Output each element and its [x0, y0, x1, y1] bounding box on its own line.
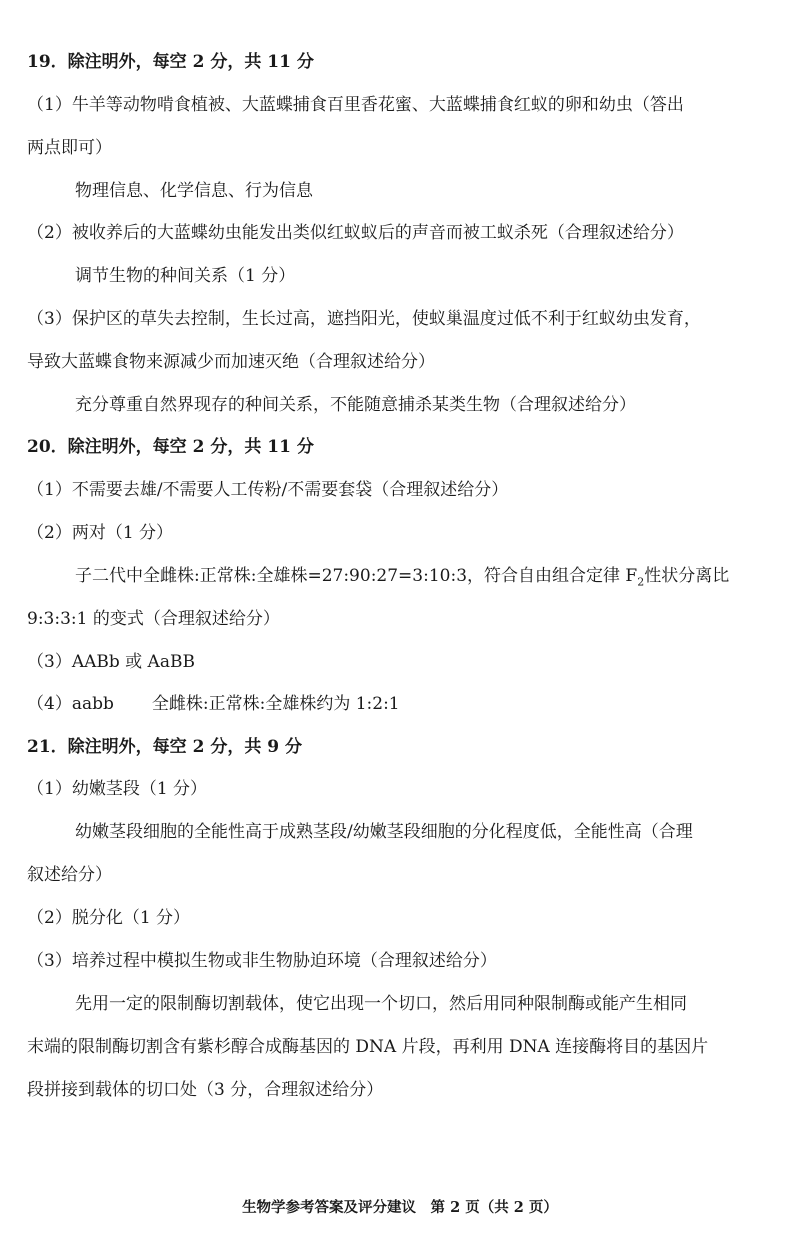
- q20-part2: （2）两对（1 分）: [27, 523, 174, 543]
- q20-f-subscript: 2: [637, 575, 645, 589]
- q20-part4: [27, 692, 400, 716]
- q21-part1-explanation-line2: 叙述给分）: [27, 865, 112, 885]
- q20-ratio-text: 子二代中全雌株:正常株:全雄株=27:90:27=3:10:3，符合自由组合定律: [75, 566, 621, 586]
- q20-part2-explanation-line2: 9:3:3:1 的变式（合理叙述给分）: [27, 609, 280, 629]
- q21-part2: （2）脱分化（1 分）: [27, 908, 191, 928]
- q20-part4-ratio: 全雌株:正常株:全雄株约为 1:2:1: [151, 694, 400, 714]
- q21-part3-explanation-line3: 段拼接到载体的切口处（3 分，合理叙述给分）: [27, 1080, 384, 1100]
- q20-heading: 20．除注明外，每空 2 分，共 11 分: [27, 437, 314, 457]
- q20-part3: （3）AABb 或 AaBB: [27, 652, 195, 672]
- q19-part2-line1: （2）被收养后的大蓝蝶幼虫能发出类似红蚁蚁后的声音而被工蚁杀死（合理叙述给分）: [27, 223, 684, 243]
- q20-f-symbol: F: [625, 566, 638, 586]
- q20-part4-genotype: （4）aabb: [27, 694, 114, 714]
- q20-part1: （1）不需要去雄/不需要人工传粉/不需要套袋（合理叙述给分）: [27, 480, 509, 500]
- q19-heading: 19．除注明外，每空 2 分，共 11 分: [27, 52, 314, 72]
- q20-ratio-suffix: 性状分离比: [644, 566, 730, 586]
- q21-part3-explanation-line1: 先用一定的限制酶切割载体，使它出现一个切口，然后用同种限制酶或能产生相同: [75, 994, 687, 1014]
- q19-part3-line1: （3）保护区的草失去控制，生长过高，遮挡阳光，使蚁巢温度过低不利于红蚁幼虫发育，: [27, 309, 701, 329]
- q19-part1-answer2: 物理信息、化学信息、行为信息: [75, 181, 313, 201]
- q19-part1-line1: （1）牛羊等动物啃食植被、大蓝蝶捕食百里香花蜜、大蓝蝶捕食红蚁的卵和幼虫（答出: [27, 95, 684, 115]
- q21-part1-explanation-line1: 幼嫩茎段细胞的全能性高于成熟茎段/幼嫩茎段细胞的分化程度低，全能性高（合理: [75, 822, 693, 842]
- q19-part3-line2: 导致大蓝蝶食物来源减少而加速灭绝（合理叙述给分）: [27, 352, 435, 372]
- page-footer: 生物学参考答案及评分建议 第 2 页（共 2 页）: [242, 1199, 558, 1216]
- q21-part1: （1）幼嫩茎段（1 分）: [27, 779, 208, 799]
- q21-heading: 21．除注明外，每空 2 分，共 9 分: [27, 737, 302, 757]
- q21-part3-explanation-line2: 末端的限制酶切割含有紫杉醇合成酶基因的 DNA 片段，再利用 DNA 连接酶将目的基因片: [27, 1037, 709, 1057]
- q19-part1-line2: 两点即可）: [27, 138, 112, 158]
- q19-part2-answer2: 调节生物的种间关系（1 分）: [75, 266, 296, 286]
- q20-part2-explanation-line1: [75, 564, 729, 594]
- q19-part3-answer2: 充分尊重自然界现存的种间关系，不能随意捕杀某类生物（合理叙述给分）: [75, 395, 636, 415]
- q21-part3: （3）培养过程中模拟生物或非生物胁迫环境（合理叙述给分）: [27, 951, 497, 971]
